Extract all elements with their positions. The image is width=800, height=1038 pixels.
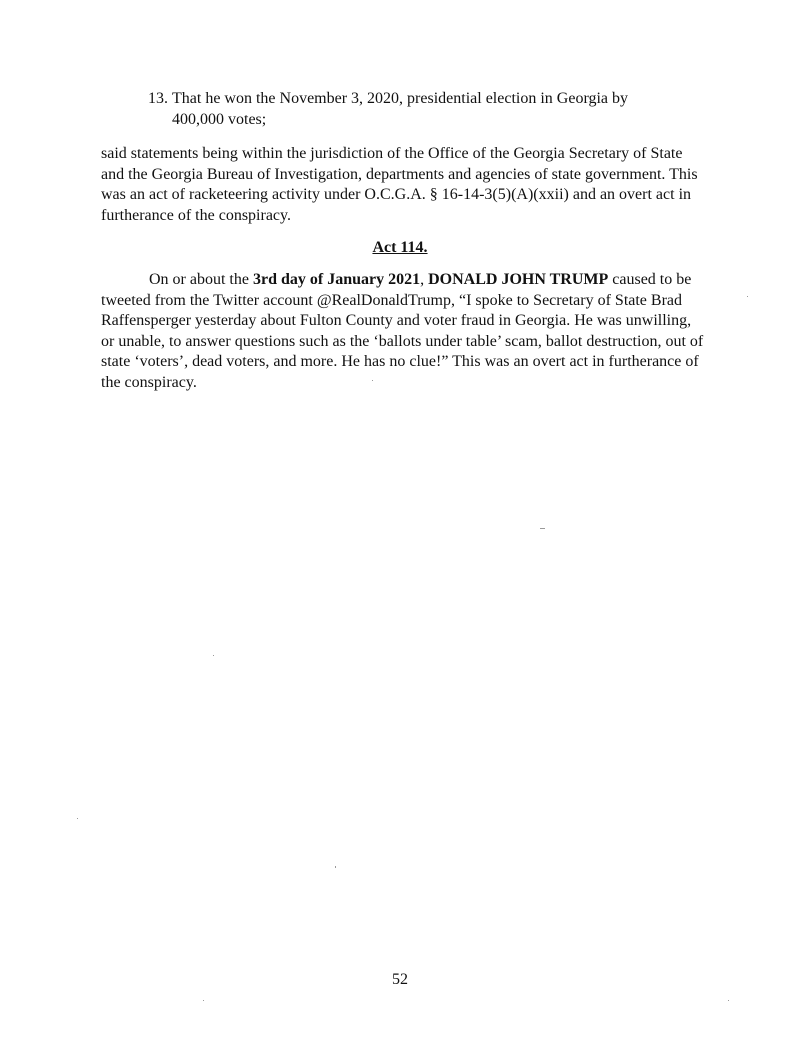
scan-speck	[203, 1000, 204, 1001]
list-item-line-2: 400,000 votes;	[172, 111, 267, 128]
scan-speck	[213, 655, 214, 656]
scan-speck	[540, 528, 545, 529]
act-heading: Act 114.	[372, 239, 428, 256]
paragraph-act-114	[101, 270, 705, 393]
scan-speck	[77, 818, 78, 819]
para2-text-2: ,	[420, 271, 429, 288]
scan-speck	[335, 866, 336, 868]
para2-name: DONALD JOHN TRUMP	[428, 271, 609, 288]
list-item-number: 13.	[148, 90, 168, 107]
scan-speck	[728, 1000, 729, 1001]
page-number: 52	[392, 971, 408, 988]
para2-text-1: On or about the	[149, 271, 253, 288]
list-item-13	[148, 88, 668, 130]
paragraph-statements: said statements being within the jurisdiction of the Office of the Georgia Secretary of State and the Georgia Bureau of Investigation, departments and agencies of state government. This was an act of racketeering activity under O.C.G.A. § 16-14-3(5)(A)(xxii) and an overt act in furtherance of the conspiracy.	[101, 145, 698, 224]
list-item-line-1: That he won the November 3, 2020, presidential election in Georgia by	[172, 90, 629, 107]
para2-date: 3rd day of January 2021	[252, 271, 421, 288]
scan-speck	[747, 296, 748, 297]
para2-text-3: caused to be tweeted from the Twitter account @RealDonaldTrump, “I spoke to Secretary of State Brad Raffensperger yesterday about Fulton County and voter fraud in Georgia. He was unwilling, or unable, to answer questions such as the ‘ballots under table’ scam, ballot destruction, out of state ‘voters’, dead voters, and more. He has no clue!” This was an overt act in furtherance of the conspiracy.	[101, 271, 704, 391]
scan-speck	[372, 380, 373, 381]
